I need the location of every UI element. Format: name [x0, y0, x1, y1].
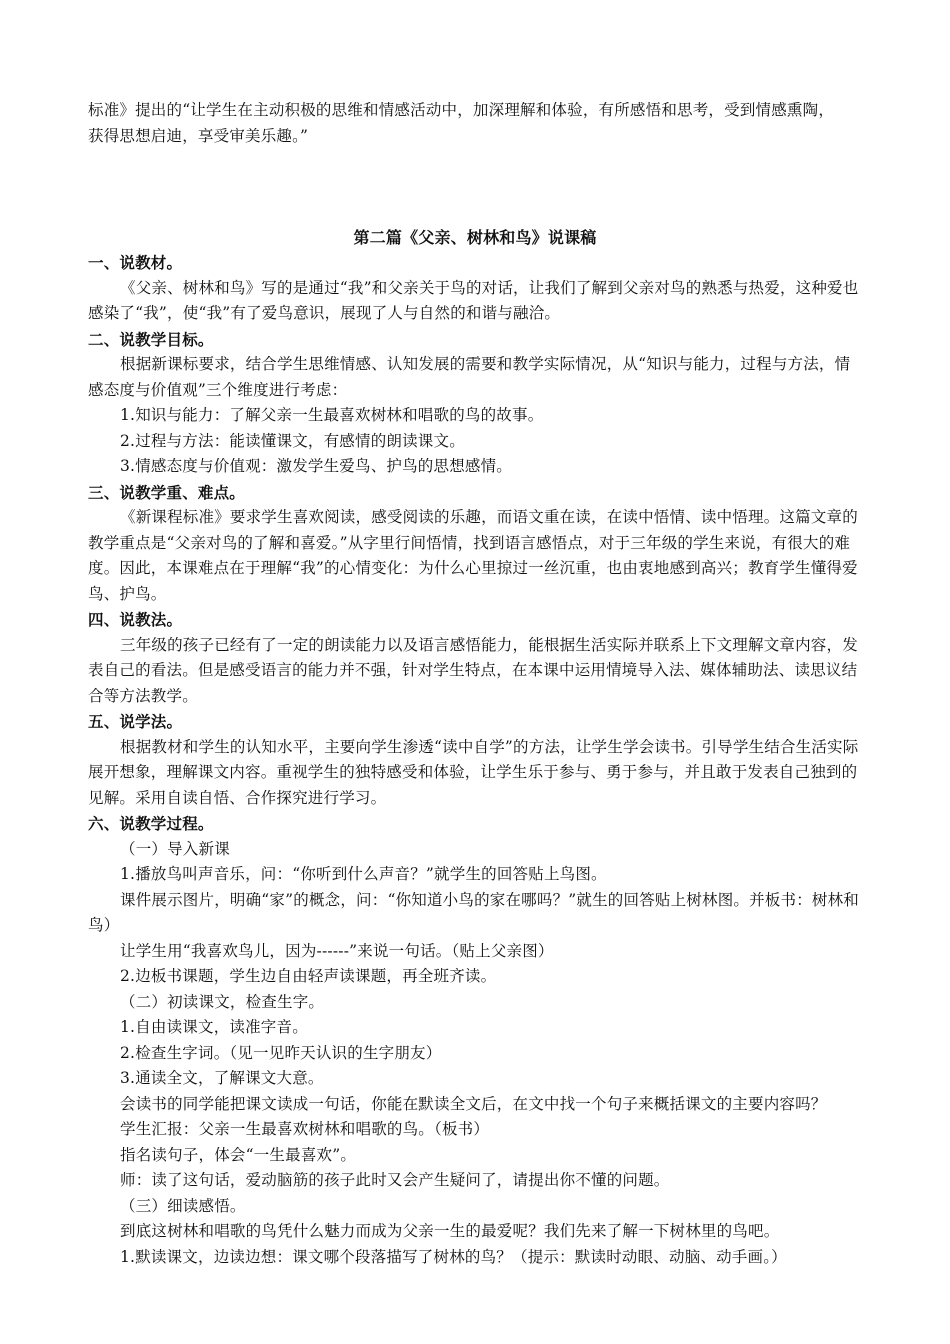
process-line: 师：读了这句话，爱动脑筋的孩子此时又会产生疑问了，请提出你不懂的问题。	[120, 1171, 670, 1189]
goal-item: 2.过程与方法：能读懂课文，有感情的朗读课文。	[120, 431, 465, 450]
process-line: 课件展示图片，明确“家”的概念，问：“你知道小鸟的家在哪吗？”就生的回答贴上树林图。并板书：树林和鸟）	[88, 890, 859, 934]
intro-paragraph	[88, 98, 863, 149]
section-heading-learning-method: 五、说学法。	[88, 712, 183, 731]
section-heading-goals: 二、说教学目标。	[88, 329, 214, 349]
process-line: （一）导入新课	[120, 839, 230, 858]
process-line: 学生汇报：父亲一生最喜欢树林和唱歌的鸟。（板书）	[120, 1120, 490, 1138]
section-body-goals: 根据新课标要求，结合学生思维情感、认知发展的需要和教学实际情况，从“知识与能力，过程与方法，情感态度与价值观”三个维度进行考虑：	[88, 355, 851, 399]
goal-item: 3.情感态度与价值观：激发学生爱鸟、护鸟的思想感情。	[120, 457, 512, 475]
section-body-keypoints: 《新课程标准》要求学生喜欢阅读，感受阅读的乐趣，而语文重在读，在读中悟情、读中悟理。这篇文章的教学重点是“父亲对鸟的了解和喜爱。”从字里行间悟情，找到语言感悟点，对于三年级的学生来说，有很大的难度。因此，本课难点在于理解“我”的心情变化：为什么心里掠过一丝沉重，也由衷地感到高兴；教育学生懂得爱鸟、护鸟。	[88, 508, 858, 603]
process-line: 2.边板书课题，学生边自由轻声读课题，再全班齐读。	[120, 967, 497, 985]
process-line: 1.自由读课文，读准字音。	[120, 1018, 308, 1036]
process-line: （三）细读感悟。	[120, 1196, 246, 1215]
section-heading-process: 六、说教学过程。	[88, 814, 214, 833]
process-line: 会读书的同学能把课文读成一句话，你能在默读全文后，在文中找一个句子来概括课文的主要内容吗？	[120, 1094, 827, 1113]
process-line: 指名读句子，体会“一生最喜欢”。	[120, 1145, 357, 1164]
section-heading-keypoints: 三、说教学重、难点。	[88, 482, 246, 502]
section-body-teaching-method: 三年级的孩子已经有了一定的朗读能力以及语言感悟能力，能根据生活实际并联系上下文理解文章内容，发表自己的看法。但是感受语言的能力并不强，针对学生特点，在本课中运用情境导入法、媒体辅助法、读思议结合等方法教学。	[88, 635, 858, 705]
section-body-learning-method: 根据教材和学生的认知水平，主要向学生渗透“读中自学”的方法，让学生学会读书。引导学生结合生活实际展开想象，理解课文内容。重视学生的独特感受和体验，让学生乐于参与、勇于参与，并且敢于发表自己独到的见解。采用自读自悟、合作探究进行学习。	[88, 737, 859, 807]
intro-line: 标准》提出的“让学生在主动积极的思维和情感活动中，加深理解和体验，有所感悟和思考，受到情感熏陶，	[88, 101, 835, 119]
document-title: 第二篇《父亲、树林和鸟》说课稿	[353, 228, 597, 247]
process-line: 1.播放鸟叫声音乐，问：“你听到什么声音？”就学生的回答贴上鸟图。	[120, 865, 607, 883]
section-heading-textbook: 一、说教材。	[88, 253, 183, 272]
process-line: 到底这树林和唱歌的鸟凭什么魅力而成为父亲一生的最爱呢？我们先来了解一下树林里的鸟吧。	[120, 1222, 780, 1240]
intro-line: 获得思想启迪，享受审美乐趣。”	[88, 126, 309, 145]
process-line: 3.通读全文，了解课文大意。	[120, 1069, 324, 1087]
main-body	[88, 250, 863, 1270]
goal-item: 1.知识与能力：了解父亲一生最喜欢树林和唱歌的鸟的故事。	[120, 406, 544, 424]
process-line: 让学生用“我喜欢鸟儿，因为------”来说一句话。（贴上父亲图）	[120, 941, 554, 960]
process-line: 2.检查生字词。（见一见昨天认识的生字朋友）	[120, 1043, 442, 1062]
section-body-textbook: 《父亲、树林和鸟》写的是通过“我”和父亲关于鸟的对话，让我们了解到父亲对鸟的熟悉与热爱，这种爱也感染了“我”，使“我”有了爱鸟意识，展现了人与自然的和谐与融洽。	[88, 278, 859, 322]
section-heading-teaching-method: 四、说教法。	[88, 610, 183, 629]
process-line: 1.默读课文，边读边想：课文哪个段落描写了树林的鸟？（提示：默读时动眼、动脑、动手画。）	[120, 1247, 787, 1266]
process-line: （二）初读课文，检查生字。	[120, 992, 325, 1011]
